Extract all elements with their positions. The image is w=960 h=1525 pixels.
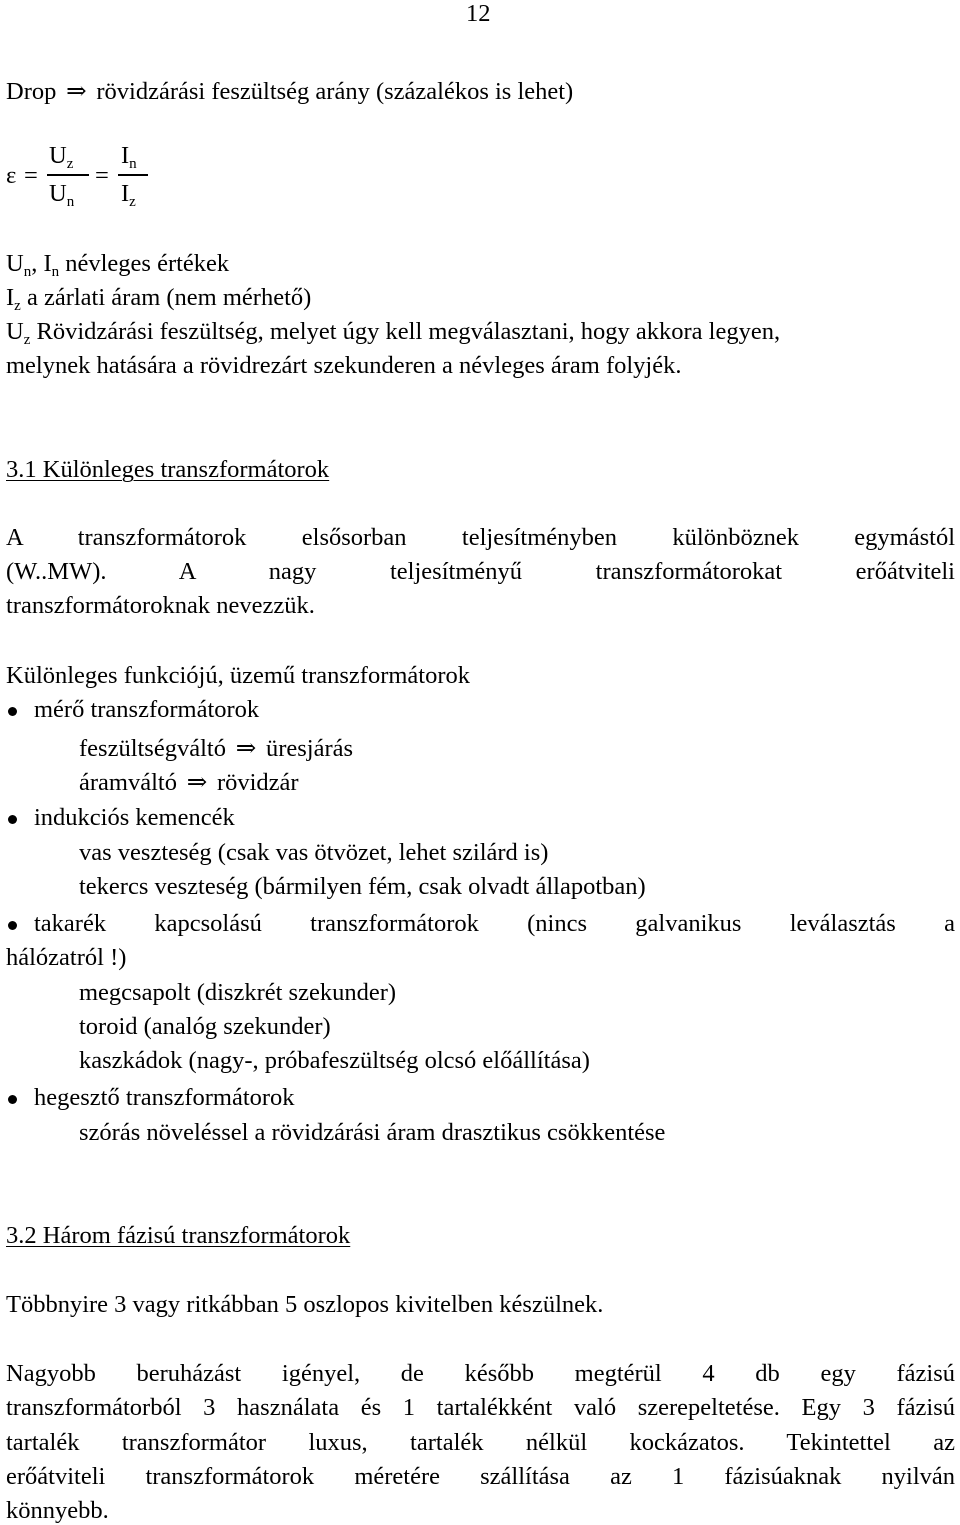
sub-item-current-transformer: áramváltó ⇒ rövidzár: [79, 769, 299, 796]
equals-sign-2: =: [95, 162, 109, 189]
paragraph-3-1-line-1: A transzformátorok elsősorban teljesítményben különböznek egymástól: [6, 524, 955, 551]
implies-arrow-icon: ⇒: [235, 735, 257, 762]
sub-item-leakage: szórás növeléssel a rövidzárási áram drasztikus csökkentése: [79, 1119, 666, 1146]
paragraph-3-2-2-line-1: Nagyobb beruházást igényel, de később megtérül 4 db egy fázisú: [6, 1360, 955, 1387]
bullet-icon: [6, 704, 20, 718]
list-item-autotransformers: takarék kapcsolású transzformátorok (nincs galvanikus leválasztás a: [34, 910, 955, 937]
sub-item-iron-loss: vas veszteség (csak vas ötvözet, lehet szilárd is): [79, 839, 549, 866]
equals-sign-1: =: [24, 162, 38, 189]
sub-item-voltage-transformer: feszültségváltó ⇒ üresjárás: [79, 735, 354, 762]
fraction1-numerator: $U_z$: [49, 142, 74, 172]
paragraph-3-1-line-3: transzformátoroknak nevezzük.: [6, 592, 315, 619]
paragraph-3-2-2-line-4: erőátviteli transzformátorok méretére szállítása az 1 fázisúaknak nyilván: [6, 1463, 955, 1490]
section-heading-3-2: 3.2 Három fázisú transzformátorok: [6, 1222, 351, 1249]
sub-item-cascades: kaszkádok (nagy-, próbafeszültség olcsó előállítása): [79, 1047, 590, 1074]
page-number: 12: [466, 0, 491, 27]
definition-uz: $U_z$ Rövidzárási feszültség, melyet úgy kell megválasztani, hogy akkora legyen,: [6, 318, 781, 348]
fraction1-bar: [47, 174, 89, 176]
bullet-icon: [6, 1092, 20, 1106]
list-item-induction-furnaces: indukciós kemencék: [34, 804, 235, 831]
sub-item-coil-loss: tekercs veszteség (bármilyen fém, csak olvadt állapotban): [79, 873, 646, 900]
paragraph-3-2-2-line-2: transzformátorból 3 használata és 1 tartalékként való szerepeltetése. Egy 3 fázisú: [6, 1394, 955, 1421]
list-item-autotransformers-cont: hálózatról !): [6, 944, 127, 971]
fraction1-denominator: $U_n$: [49, 180, 75, 210]
paragraph-3-2-2-line-5: könnyebb.: [6, 1497, 109, 1524]
sub-item-tapped: megcsapolt (diszkrét szekunder): [79, 979, 397, 1006]
fraction2-numerator: $I_n$: [121, 142, 137, 172]
paragraph-3-1-line-2: (W..MW). A nagy teljesítményű transzformátorokat erőátviteli: [6, 558, 955, 585]
bullet-icon: [6, 918, 20, 932]
drop-line: [6, 76, 573, 106]
drop-text: rövidzárási feszültség arány (százalékos is lehet): [96, 78, 574, 105]
paragraph-3-2-1: Többnyire 3 vagy ritkábban 5 oszlopos kivitelben készülnek.: [6, 1291, 604, 1318]
paragraph-3-2-2-line-3: tartalék transzformátor luxus, tartalék nélkül kockázatos. Tekintettel az: [6, 1429, 955, 1456]
implies-arrow-icon: ⇒: [66, 78, 87, 105]
special-list-title: Különleges funkciójú, üzemű transzformátorok: [6, 662, 471, 689]
section-heading-3-1: 3.1 Különleges transzformátorok: [6, 456, 330, 483]
fraction2-denominator: $I_z$: [121, 180, 136, 210]
list-item-welding-transformers: hegesztő transzformátorok: [34, 1084, 295, 1111]
definition-un-in: $U_n$, $I_n$ névleges értékek: [6, 250, 230, 280]
list-item-measuring-transformers: mérő transzformátorok: [34, 696, 260, 723]
sub-item-toroid: toroid (analóg szekunder): [79, 1013, 331, 1040]
epsilon-symbol: ε: [6, 162, 17, 189]
implies-arrow-icon: ⇒: [186, 769, 208, 796]
fraction2-bar: [118, 174, 148, 176]
definition-iz: $I_z$ a zárlati áram (nem mérhető): [6, 284, 312, 314]
definition-uz-cont: melynek hatására a rövidrezárt szekunderen a névleges áram folyjék.: [6, 352, 682, 379]
drop-label: Drop: [6, 78, 57, 105]
bullet-icon: [6, 812, 20, 826]
